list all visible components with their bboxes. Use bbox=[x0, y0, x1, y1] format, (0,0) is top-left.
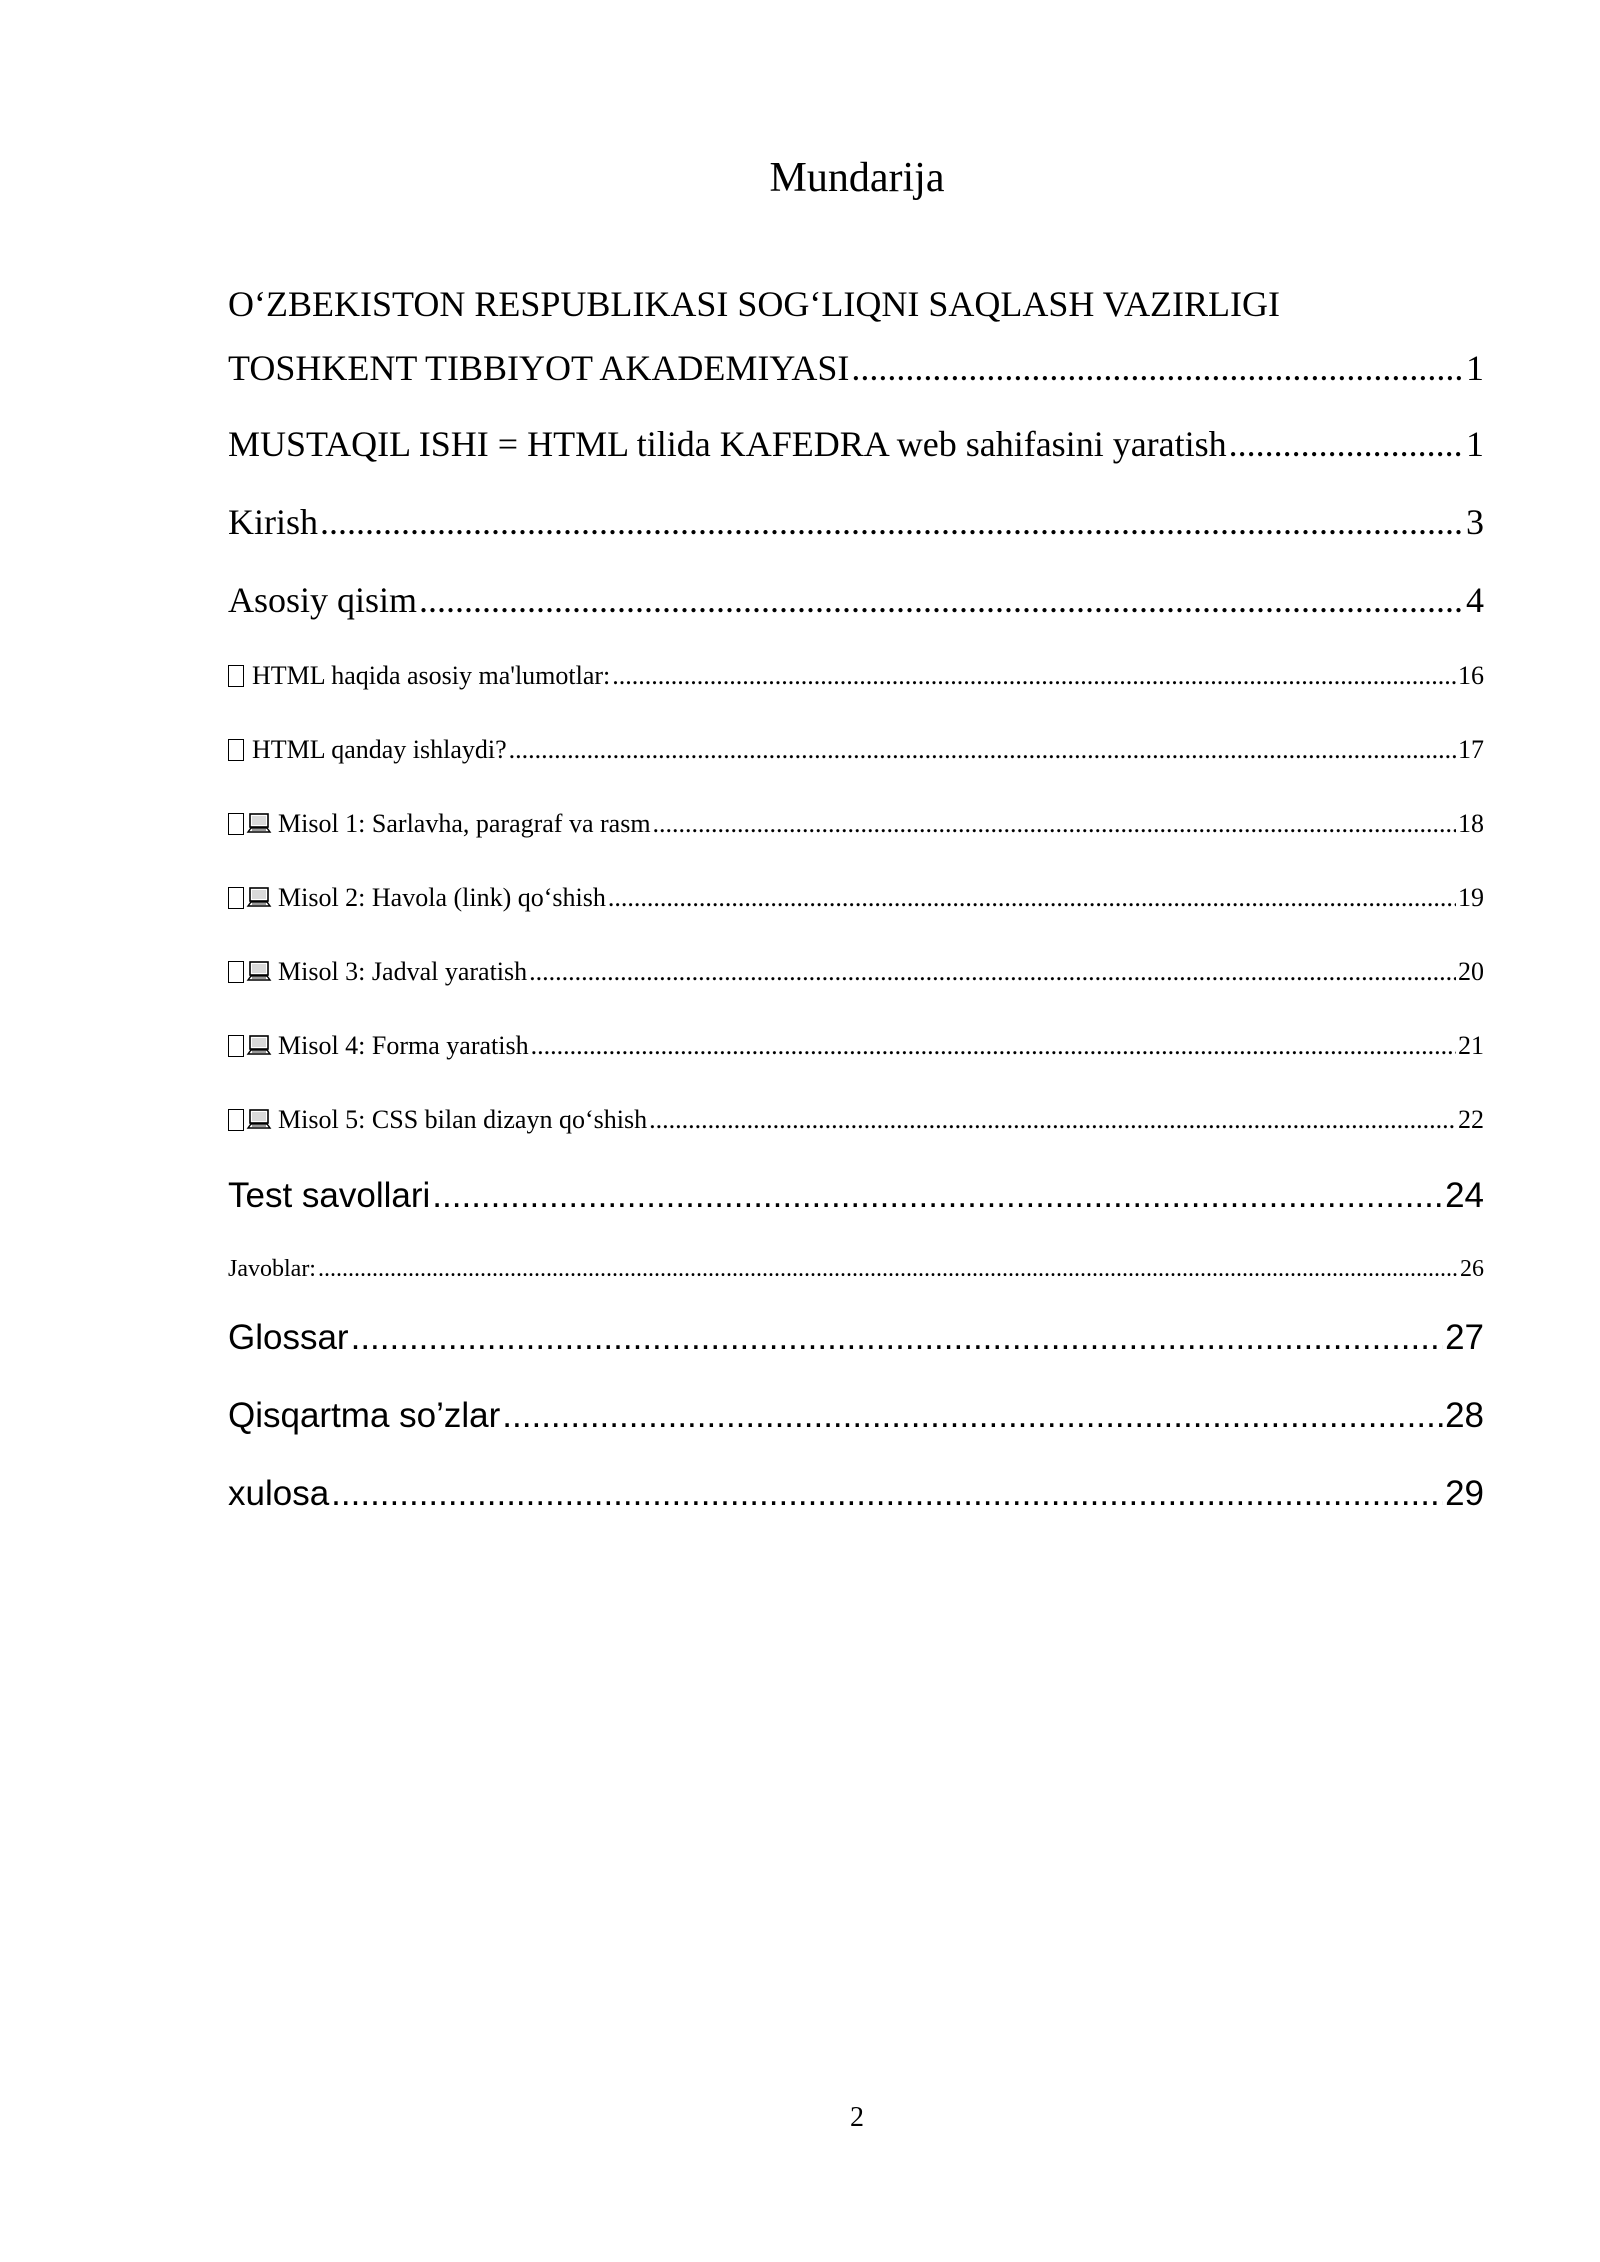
dot-leader bbox=[432, 1172, 1443, 1220]
toc-entry-misol-1[interactable] bbox=[228, 806, 1484, 842]
dot-leader bbox=[1229, 420, 1464, 468]
toc-entry-page: 24 bbox=[1445, 1176, 1484, 1215]
toc-entry-label: Kirish bbox=[228, 502, 318, 542]
toc-entry-label: Misol 2: Havola (link) qo‘shish bbox=[278, 883, 606, 912]
toc-entry-page: 17 bbox=[1458, 735, 1484, 764]
toc-entry-misol-3[interactable] bbox=[228, 954, 1484, 990]
dot-leader bbox=[531, 1028, 1456, 1064]
dot-leader bbox=[318, 1252, 1458, 1286]
toc-entry-label: xulosa bbox=[228, 1474, 330, 1513]
toc-entry-label: Misol 1: Sarlavha, paragraf va rasm bbox=[278, 809, 651, 838]
toc-entry-page: 29 bbox=[1445, 1474, 1484, 1513]
computer-icon bbox=[246, 886, 272, 910]
toc-entry-test-savollari[interactable] bbox=[228, 1172, 1484, 1220]
toc-entry-kirish[interactable] bbox=[228, 498, 1484, 546]
toc-entry-label: Misol 3: Jadval yaratish bbox=[278, 957, 528, 986]
dot-leader bbox=[351, 1314, 1443, 1362]
toc-entry-label: Qisqartma so’zlar bbox=[228, 1396, 501, 1435]
toc-entry-javoblar[interactable] bbox=[228, 1252, 1484, 1286]
toc-entry-page: 16 bbox=[1458, 661, 1484, 690]
toc-entry-label: Misol 5: CSS bilan dizayn qo‘shish bbox=[278, 1105, 648, 1134]
toc-entry-label: Glossar bbox=[228, 1318, 349, 1357]
toc-entry-html-haqida[interactable] bbox=[228, 658, 1484, 694]
toc-entry-page: 18 bbox=[1458, 809, 1484, 838]
dot-leader bbox=[608, 880, 1456, 916]
toc-entry-page: 19 bbox=[1458, 883, 1484, 912]
computer-icon bbox=[246, 1034, 272, 1058]
toc-entry-xulosa[interactable] bbox=[228, 1470, 1484, 1518]
missing-glyph-icon bbox=[228, 1109, 244, 1131]
toc-entry-label: Asosiy qisim bbox=[228, 580, 418, 620]
toc-entry-page: 28 bbox=[1445, 1396, 1484, 1435]
missing-glyph-icon bbox=[228, 813, 244, 835]
toc-entry-html-qanday[interactable] bbox=[228, 732, 1484, 768]
missing-glyph-icon bbox=[228, 961, 244, 983]
dot-leader bbox=[502, 1392, 1443, 1440]
dot-leader bbox=[509, 732, 1456, 768]
computer-icon bbox=[246, 812, 272, 836]
toc-entry-asosiy-qisim[interactable] bbox=[228, 576, 1484, 624]
toc-title: Mundarija bbox=[769, 155, 945, 201]
dot-leader bbox=[851, 344, 1464, 392]
toc-entry-mustaqil-ishi[interactable] bbox=[228, 420, 1484, 468]
dot-leader bbox=[649, 1102, 1456, 1138]
toc-entry-label: TOSHKENT TIBBIYOT AKADEMIYASI bbox=[228, 348, 850, 388]
missing-glyph-icon bbox=[228, 739, 244, 761]
toc-entry-heading-line1: O‘ZBEKISTON RESPUBLIKASI SOG‘LIQNI SAQLASH VAZIRLIGI bbox=[228, 284, 1281, 324]
page-number: 2 bbox=[850, 2102, 864, 2133]
dot-leader bbox=[653, 806, 1456, 842]
toc-entry-label: HTML qanday ishlaydi? bbox=[252, 735, 507, 764]
toc-entry-page: 20 bbox=[1458, 957, 1484, 986]
toc-entry-page: 27 bbox=[1445, 1318, 1484, 1357]
toc-entry-page: 1 bbox=[1466, 348, 1484, 388]
toc-entry-label: HTML haqida asosiy ma'lumotlar: bbox=[252, 661, 611, 690]
dot-leader bbox=[529, 954, 1456, 990]
missing-glyph-icon bbox=[228, 665, 244, 687]
toc-entry-page: 1 bbox=[1466, 424, 1484, 464]
toc-entry-label: Misol 4: Forma yaratish bbox=[278, 1031, 529, 1060]
dot-leader bbox=[320, 498, 1464, 546]
toc-entry-page: 3 bbox=[1466, 502, 1484, 542]
toc-entry-page: 26 bbox=[1460, 1256, 1484, 1282]
toc-entry-page: 21 bbox=[1458, 1031, 1484, 1060]
toc-entry-page: 22 bbox=[1458, 1105, 1484, 1134]
toc-entry-label: Test savollari bbox=[228, 1176, 431, 1215]
toc-entry-misol-5[interactable] bbox=[228, 1102, 1484, 1138]
missing-glyph-icon bbox=[228, 1035, 244, 1057]
toc-entry-label: MUSTAQIL ISHI = HTML tilida KAFEDRA web sahifasini yaratish bbox=[228, 424, 1227, 464]
dot-leader bbox=[419, 576, 1464, 624]
toc-entry-ministry[interactable] bbox=[228, 280, 1484, 392]
toc-entry-label: Javoblar: bbox=[228, 1256, 316, 1282]
dot-leader bbox=[612, 658, 1456, 694]
missing-glyph-icon bbox=[228, 887, 244, 909]
computer-icon bbox=[246, 1108, 272, 1132]
toc-entry-misol-2[interactable] bbox=[228, 880, 1484, 916]
toc-entry-qisqartma[interactable] bbox=[228, 1392, 1484, 1440]
computer-icon bbox=[246, 960, 272, 984]
toc-entry-misol-4[interactable] bbox=[228, 1028, 1484, 1064]
toc-entry-glossar[interactable] bbox=[228, 1314, 1484, 1362]
dot-leader bbox=[331, 1470, 1443, 1518]
toc-entry-page: 4 bbox=[1466, 580, 1484, 620]
